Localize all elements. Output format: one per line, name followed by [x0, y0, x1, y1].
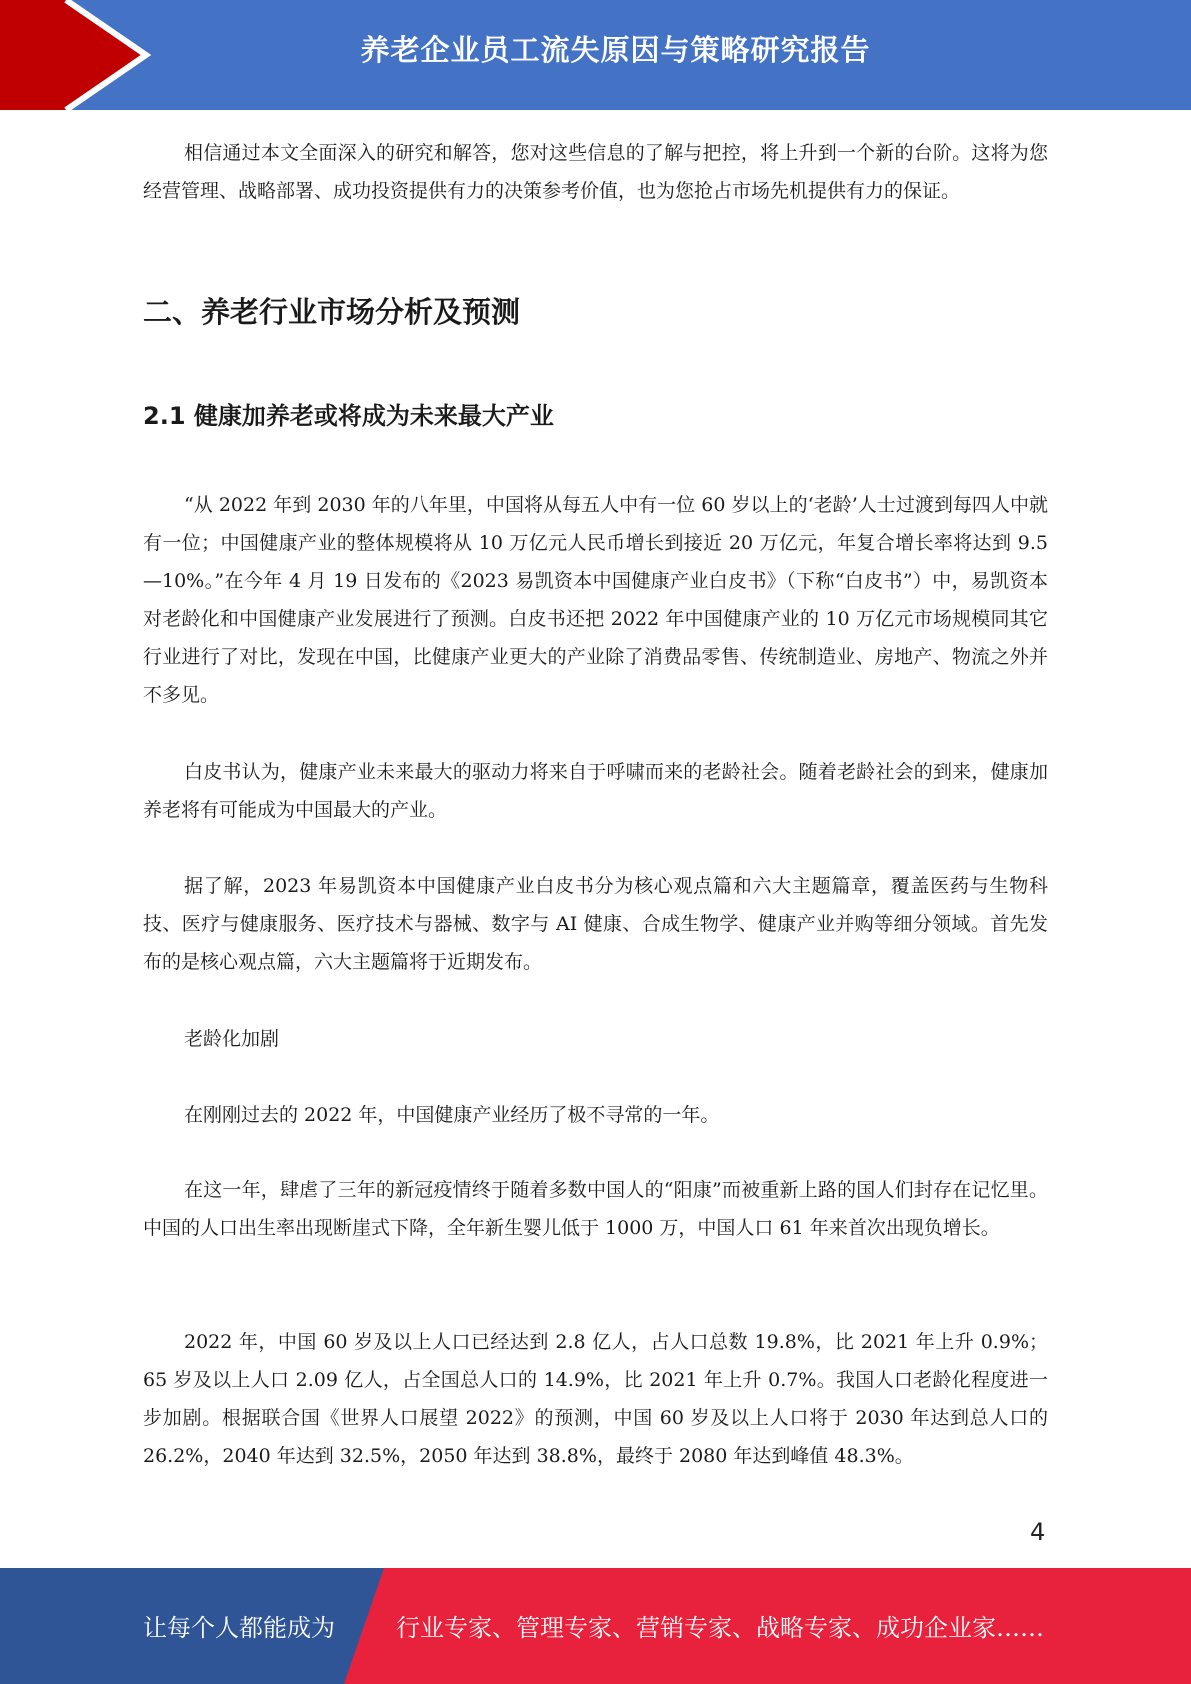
header-title: 养老企业员工流失原因与策略研究报告: [360, 33, 871, 67]
body-paragraph-6: 在这一年，肆虐了三年的新冠疫情终于随着多数中国人的“阳康”而被重新上路的国人们封存在记忆里。中国的人口出生率出现断崖式下降，全年新生婴儿低于 1000 万，中国人口 61 年来首次出现负增长。: [143, 1179, 1048, 1239]
header-banner: [0, 0, 1191, 110]
footer-slogan-right: 行业专家、管理专家、营销专家、战略专家、成功企业家……: [396, 1614, 1044, 1642]
intro-paragraph: 相信通过本文全面深入的研究和解答，您对这些信息的了解与把控，将上升到一个新的台阶。这将为您经营管理、战略部署、成功投资提供有力的决策参考价值，也为您抢占市场先机提供有力的保证。: [143, 142, 1048, 202]
subtopic-label: 老龄化加剧: [184, 1028, 280, 1050]
section-heading: 二、养老行业市场分析及预测: [143, 295, 521, 329]
subsection-heading: 2.1 健康加养老或将成为未来最大产业: [143, 402, 554, 430]
body-paragraph-3: 据了解，2023 年易凯资本中国健康产业白皮书分为核心观点篇和六大主题篇章，覆盖医药与生物科技、医疗与健康服务、医疗技术与器械、数字与 AI 健康、合成生物学、健康产业并购等细分领域。首先发布的是核心观点篇，六大主题篇将于近期发布。: [143, 875, 1048, 973]
page-number: 4: [1030, 1518, 1046, 1546]
footer-slogan-left: 让每个人都能成为: [143, 1614, 335, 1642]
body-paragraph-1: “从 2022 年到 2030 年的八年里，中国将从每五人中有一位 60 岁以上的‘老龄’人士过渡到每四人中就有一位；中国健康产业的整体规模将从 10 万亿元人民币增长到接近 20 万亿元，年复合增长率将达到 9.5—10%。”在今年 4 月 19 日发布的《2023 易凯资本中国健康产业白皮书》（下称“白皮书”）中，易凯资本对老龄化和中国健康产业发展进行了预测。白皮书还把 2022 年中国健康产业的 10 万亿元市场规模同其它行业进行了对比，发现在中国，比健康产业更大的产业除了消费品零售、传统制造业、房地产、物流之外并不多见。: [143, 494, 1048, 706]
body-paragraph-2: 白皮书认为，健康产业未来最大的驱动力将来自于呼啸而来的老龄社会。随着老龄社会的到来，健康加养老将有可能成为中国最大的产业。: [143, 761, 1048, 821]
footer-banner: [0, 1568, 1191, 1684]
body-paragraph-5: 在刚刚过去的 2022 年，中国健康产业经历了极不寻常的一年。: [184, 1104, 720, 1126]
body-paragraph-7: 2022 年，中国 60 岁及以上人口已经达到 2.8 亿人，占人口总数 19.8%，比 2021 年上升 0.9%；65 岁及以上人口 2.09 亿人，占全国总人口的 14.9%，比 2021 年上升 0.7%。我国人口老龄化程度进一步加剧。根据联合国《世界人口展望 2022》的预测，中国 60 岁及以上人口将于 2030 年达到总人口的 26.2%，2040 年达到 32.5%，2050 年达到 38.8%，最终于 2080 年达到峰值 48.3%。: [143, 1331, 1048, 1467]
